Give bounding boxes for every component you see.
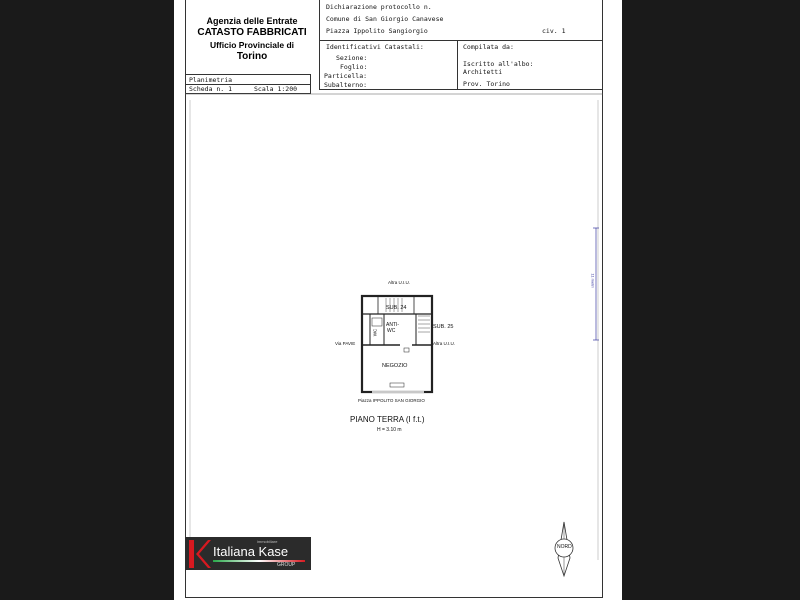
logo-tagline: immobiliare bbox=[257, 539, 278, 544]
address: Piazza Ippolito Sangiorgio bbox=[326, 27, 428, 35]
compiled-by-label: Compilata da: bbox=[463, 43, 514, 51]
street-label: Via PAVIE bbox=[335, 341, 356, 346]
identifiers-label: Identificativi Catastali: bbox=[326, 43, 424, 51]
register-name: Architetti bbox=[463, 68, 503, 76]
section-label: Sezione: bbox=[336, 54, 368, 62]
floor-height: H = 3.10 m bbox=[377, 427, 402, 433]
anti-wc-label-2: WC bbox=[387, 328, 396, 334]
sub24-label: SUB. 24 bbox=[386, 305, 407, 311]
dimension-label: 11 metri bbox=[590, 273, 596, 288]
agency-logo bbox=[185, 537, 311, 570]
agency-name: Agenzia delle Entrate bbox=[206, 16, 298, 26]
logo-group: GROUP bbox=[277, 562, 296, 568]
agency-department: CATASTO FABBRICATI bbox=[197, 27, 307, 38]
sub25-label: SUB. 25 bbox=[433, 324, 454, 330]
registered-label: Iscritto all'albo: bbox=[463, 60, 534, 68]
municipality: Comune di San Giorgio Canavese bbox=[326, 15, 444, 23]
parcel-label: Particella: bbox=[324, 72, 368, 80]
north-label: NORD bbox=[557, 544, 572, 550]
logo-k-icon bbox=[189, 540, 211, 568]
agency-city: Torino bbox=[236, 51, 268, 62]
declaration-protocol: Dichiarazione protocollo n. bbox=[326, 3, 432, 11]
subunit-label: Subalterno: bbox=[324, 81, 368, 89]
agency-office: Ufficio Provinciale di bbox=[209, 40, 295, 50]
adjacent-unit-right: Altra U.I.U. bbox=[433, 341, 456, 346]
province: Prov. Torino bbox=[463, 80, 510, 88]
wc-label: WC bbox=[372, 328, 378, 337]
square-label: Piazza IPPOLITO SAN GIORGIO bbox=[358, 398, 425, 403]
plan-type: Planimetria bbox=[189, 76, 233, 84]
sheet-number: Scheda n. 1 bbox=[189, 85, 233, 93]
adjacent-unit-top: Altra U.I.U. bbox=[388, 280, 411, 285]
shop-label: NEGOZIO bbox=[382, 363, 408, 369]
floor-title: PIANO TERRA (I f.t.) bbox=[350, 415, 425, 424]
anti-wc-label: ANTI- bbox=[386, 322, 400, 328]
scale: Scala 1:200 bbox=[254, 85, 298, 93]
sheet-label: Foglio: bbox=[340, 63, 368, 71]
logo-brand: Italiana Kase bbox=[213, 544, 289, 559]
civic-number: civ. 1 bbox=[542, 27, 566, 35]
